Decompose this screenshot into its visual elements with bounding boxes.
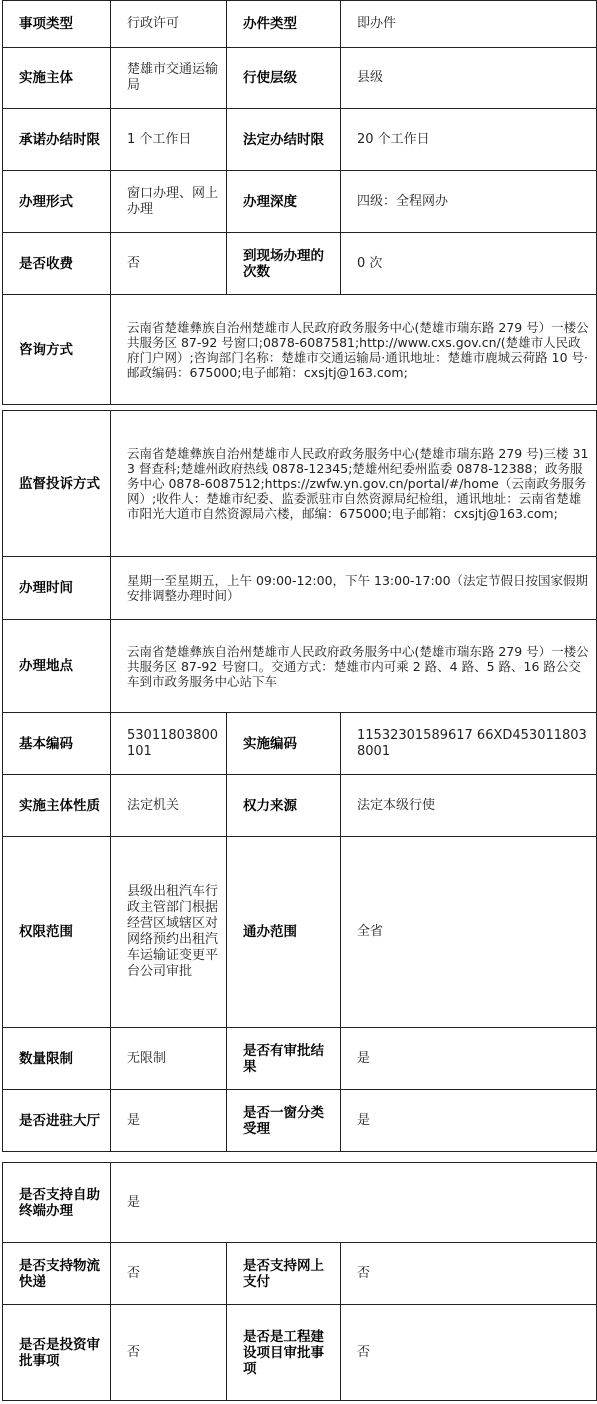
label-cell: 法定办结时限 [227, 109, 341, 171]
label-cell: 实施主体 [3, 48, 111, 109]
value-cell: 四级：全程网办 [341, 171, 597, 233]
table-row [3, 233, 597, 295]
label-cell: 是否支持物流快递 [3, 1243, 111, 1305]
label-cell: 办理形式 [3, 171, 111, 233]
value-cell: 法定机关 [111, 775, 227, 837]
value-cell: 否 [341, 1305, 597, 1401]
label-cell: 监督投诉方式 [3, 411, 111, 557]
label-cell: 是否有审批结果 [227, 1028, 341, 1090]
value-cell: 11532301589617 66XD4530118038001 [341, 713, 597, 775]
value-cell: 法定本级行使 [341, 775, 597, 837]
table-row [3, 713, 597, 775]
value-cell: 楚雄市交通运输局 [111, 48, 227, 109]
value-cell: 星期一至星期五，上午 09:00-12:00，下午 13:00-17:00（法定节假日按国家假期安排调整办理时间） [111, 557, 597, 620]
value-cell: 县级出租汽车行政主管部门根据经营区域辖区对网络预约出租汽车运输证变更平台公司审批 [111, 837, 227, 1028]
label-cell: 办理时间 [3, 557, 111, 620]
table-row [3, 1163, 597, 1243]
label-cell: 是否一窗分类受理 [227, 1090, 341, 1152]
value-cell: 云南省楚雄彝族自治州楚雄市人民政府政务服务中心(楚雄市瑞东路 279 号)三楼 313 督查科;楚雄州政府热线 0878-12345;楚雄州纪委州监委 0878-12388；政务服务中心 0878-6087512;https://zwfw.yn.gov.cn/portal/#/home（云南政务服务网）;收件人：楚雄市纪委、监委派驻市自然资源局纪检组，通讯地址：云南省楚雄市阳光大道市自然资源局六楼，邮编：675000;电子邮箱：cxsjtj@163.com; [111, 411, 597, 557]
label-cell: 权力来源 [227, 775, 341, 837]
table-row [3, 1243, 597, 1305]
value-cell: 否 [111, 1305, 227, 1401]
table-row [3, 48, 597, 109]
label-cell: 承诺办结时限 [3, 109, 111, 171]
value-cell: 是 [111, 1163, 597, 1243]
table-row [3, 557, 597, 620]
label-cell: 数量限制 [3, 1028, 111, 1090]
label-cell: 是否进驻大厅 [3, 1090, 111, 1152]
value-cell: 云南省楚雄彝族自治州楚雄市人民政府政务服务中心(楚雄市瑞东路 279 号）一楼公共服务区 87-92 号窗口。交通方式：楚雄市内可乘 2 路、4 路、5 路、16 路公交车到市政务服务中心站下车 [111, 620, 597, 713]
value-cell: 无限制 [111, 1028, 227, 1090]
label-cell: 是否收费 [3, 233, 111, 295]
value-cell: 是 [111, 1090, 227, 1152]
info-table-2 [2, 410, 597, 1152]
value-cell: 全省 [341, 837, 597, 1028]
table-row [3, 775, 597, 837]
value-cell: 20 个工作日 [341, 109, 597, 171]
info-table-3 [2, 1162, 597, 1401]
label-cell: 权限范围 [3, 837, 111, 1028]
label-cell: 办件类型 [227, 1, 341, 48]
value-cell: 是 [341, 1090, 597, 1152]
value-cell: 云南省楚雄彝族自治州楚雄市人民政府政务服务中心(楚雄市瑞东路 279 号）一楼公共服务区 87-92 号窗口;0878-6087581;http://www.cxs.gov.cn/(楚雄市人民政府门户网）;咨询部门名称：楚雄市交通运输局·通讯地址：楚雄市鹿城云荷路 10 号·邮政编码：675000;电子邮箱：cxsjtj@163.com; [111, 295, 597, 405]
label-cell: 基本编码 [3, 713, 111, 775]
value-cell: 是 [341, 1028, 597, 1090]
label-cell: 实施编码 [227, 713, 341, 775]
label-cell: 事项类型 [3, 1, 111, 48]
table-row [3, 837, 597, 1028]
label-cell: 办理地点 [3, 620, 111, 713]
value-cell: 窗口办理、网上办理 [111, 171, 227, 233]
value-cell: 县级 [341, 48, 597, 109]
value-cell: 否 [111, 233, 227, 295]
label-cell: 是否支持网上支付 [227, 1243, 341, 1305]
label-cell: 是否是投资审批事项 [3, 1305, 111, 1401]
label-cell: 办理深度 [227, 171, 341, 233]
table-row [3, 171, 597, 233]
label-cell: 咨询方式 [3, 295, 111, 405]
label-cell: 到现场办理的次数 [227, 233, 341, 295]
table-row [3, 1305, 597, 1401]
table-row [3, 109, 597, 171]
value-cell: 行政许可 [111, 1, 227, 48]
table-row [3, 620, 597, 713]
label-cell: 行使层级 [227, 48, 341, 109]
label-cell: 是否是工程建设项目审批事项 [227, 1305, 341, 1401]
value-cell: 53011803800101 [111, 713, 227, 775]
info-table-1 [2, 0, 597, 405]
table-row [3, 411, 597, 557]
value-cell: 否 [341, 1243, 597, 1305]
label-cell: 实施主体性质 [3, 775, 111, 837]
table-row [3, 1090, 597, 1152]
value-cell: 0 次 [341, 233, 597, 295]
value-cell: 否 [111, 1243, 227, 1305]
value-cell: 1 个工作日 [111, 109, 227, 171]
table-row [3, 1028, 597, 1090]
value-cell: 即办件 [341, 1, 597, 48]
label-cell: 通办范围 [227, 837, 341, 1028]
table-row [3, 295, 597, 405]
label-cell: 是否支持自助终端办理 [3, 1163, 111, 1243]
table-row [3, 1, 597, 48]
